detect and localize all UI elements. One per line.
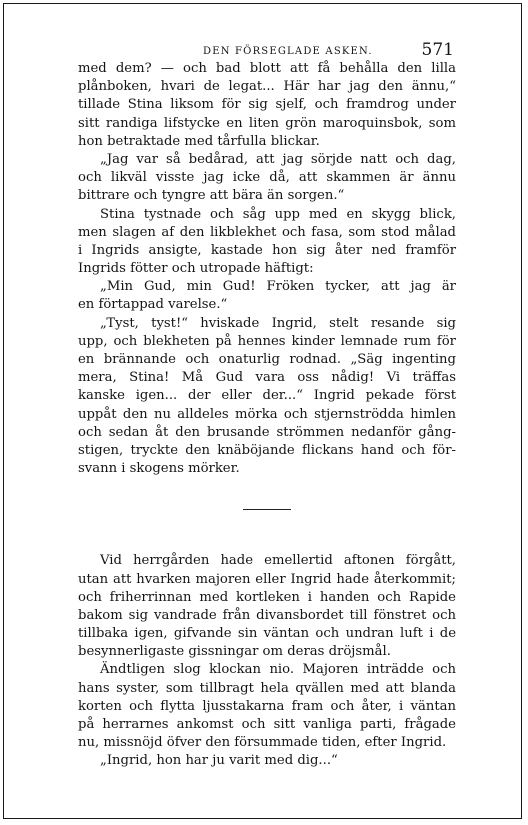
text-line: uppåt den nu alldeles mörka och stjernströdda himlen bbox=[78, 406, 456, 422]
text-line: upp, och blekheten på hennes kinder lemnade rum för bbox=[78, 333, 456, 349]
text-line: kanske igen... der eller der...“ Ingrid pekade först bbox=[78, 388, 456, 404]
page-number: 571 bbox=[421, 40, 454, 60]
text-line: tillbaka igen, gifvande sin väntan och undran luft i de bbox=[78, 626, 456, 642]
text-line: utan att hvarken majoren eller Ingrid hade återkommit; bbox=[78, 571, 456, 587]
text-line: Stina tystnade och såg upp med en skygg blick, bbox=[100, 206, 456, 222]
text-line: på herrarnes ankomst och sitt vanliga parti, frågade bbox=[78, 717, 456, 732]
text-line: en brännande och onaturlig rodnad. „Säg ingenting bbox=[78, 352, 456, 367]
text-line: plånboken, hvari de legat... Här har jag den ännu,“ bbox=[78, 79, 456, 95]
text-line: stigen, tryckte den knäböjande flickans hand och för- bbox=[78, 442, 456, 458]
text-line: Ändtligen slog klockan nio. Majoren inträdde och bbox=[100, 662, 456, 678]
text-line: bittrare och tyngre att bära än sorgen.“ bbox=[78, 188, 345, 204]
text-line: Vid herrgården hade emellertid aftonen förgått, bbox=[100, 553, 456, 569]
text-section-1 bbox=[78, 60, 456, 478]
text-line: „Tyst, tyst!“ hviskade Ingrid, stelt resande sig bbox=[100, 315, 456, 331]
text-line: svann i skogens mörker. bbox=[78, 461, 240, 477]
text-line: sitt randiga lifstycke en liten grön maroquinsbok, som bbox=[78, 115, 456, 131]
text-line: och likväl visste jag icke då, att skammen är ännu bbox=[78, 170, 456, 186]
text-line: och sedan åt den brusande strömmen nedanför gång- bbox=[78, 424, 456, 440]
text-line: „Ingrid, hon har ju varit med dig...“ bbox=[100, 753, 338, 769]
text-line: tillade Stina liksom för sig sjelf, och framdrog under bbox=[78, 97, 456, 113]
text-line: mera, Stina! Må Gud vara oss nådig! Vi träffas bbox=[78, 370, 456, 386]
section-divider bbox=[243, 509, 291, 510]
book-page bbox=[78, 38, 456, 771]
text-line: besynnerligaste gissningar om deras dröjsmål. bbox=[78, 644, 391, 660]
text-section-2 bbox=[78, 552, 456, 770]
text-line: i Ingrids ansigte, kastade hon sig åter ned framför bbox=[78, 242, 456, 258]
text-line: med dem? — och bad blott att få behålla den lilla bbox=[78, 61, 456, 76]
text-line: nu, missnöjd öfver den försummade tiden, efter Ingrid. bbox=[78, 735, 447, 751]
running-head-title: DEN FÖRSEGLADE ASKEN. bbox=[203, 46, 373, 57]
text-line: men slagen af den likblekhet och fasa, som stod målad bbox=[78, 224, 456, 240]
text-line: en förtappad varelse.“ bbox=[78, 297, 228, 313]
text-line: hans syster, som tillbragt hela qvällen med att blanda bbox=[78, 680, 456, 696]
text-line: „Min Gud, min Gud! Fröken tycker, att jag är bbox=[100, 279, 456, 295]
text-line: hon betraktade med tårfulla blickar. bbox=[78, 133, 320, 149]
running-head bbox=[78, 38, 456, 60]
text-line: Ingrids fötter och utropade häftigt: bbox=[78, 261, 314, 277]
text-line: „Jag var så bedårad, att jag sörjde natt och dag, bbox=[100, 151, 456, 167]
text-line: bakom sig vandrade från divansbordet till fönstret och bbox=[78, 607, 456, 623]
text-line: och friherrinnan med kortleken i handen och Rapide bbox=[78, 589, 456, 605]
text-line: korten och flytta ljusstakarna fram och åter, i väntan bbox=[78, 698, 456, 714]
